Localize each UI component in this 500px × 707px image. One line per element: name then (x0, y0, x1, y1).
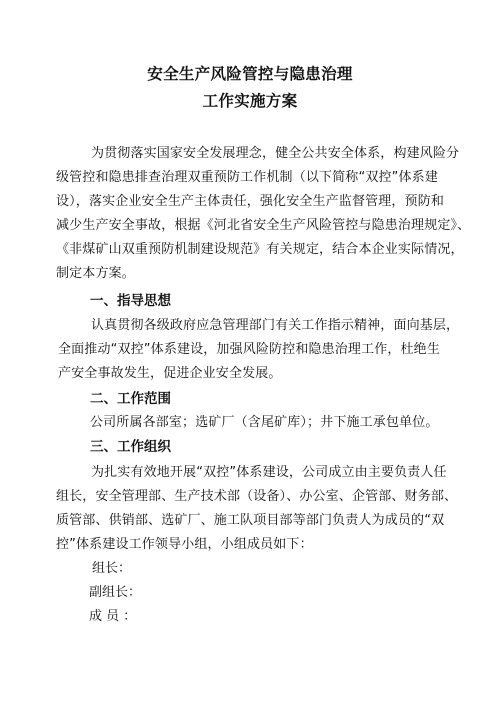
document-title-line2: 工作实施方案 (202, 92, 298, 110)
intro-paragraph-line: 为贯彻落实国家安全发展理念，健全公共安全体系，构建风险分 (91, 146, 460, 161)
section1-line: 全面推动“双控”体系建设，加强风险防控和隐患治理工作，杜绝生 (58, 342, 440, 357)
section3-line: 组长，安全管理部、生产技术部（设备）、办公室、企管部、财务部、 (56, 489, 458, 504)
section-heading-work-organization: 三、工作组织 (90, 439, 171, 455)
section2-line: 公司所属各部室；选矿厂（含尾矿库）；井下施工承包单位。 (90, 415, 439, 430)
intro-paragraph-line: 制定本方案。 (56, 266, 135, 281)
section3-line: 控”体系建设工作领导小组，小组成员如下： (56, 537, 313, 552)
member-deputy-leader-label: 副组长： (89, 585, 142, 600)
section-heading-guiding-ideology: 一、指导思想 (90, 293, 171, 309)
member-leader-label: 组长： (92, 561, 132, 576)
section1-line: 认真贯彻各级政府应急管理部门有关工作指示精神，面向基层， (91, 318, 460, 333)
document-title-line1: 安全生产风险管控与隐患治理 (147, 65, 353, 83)
intro-paragraph-line: 减少生产安全事故，根据《河北省安全生产风险管控与隐患治理规定》、 (56, 218, 471, 233)
section1-line: 产安全事故发生，促进企业安全发展。 (58, 366, 282, 381)
member-members-label: 成 员 ： (89, 609, 137, 624)
intro-paragraph-line: 《非煤矿山双重预防机制建设规范》有关规定，结合本企业实际情况， (56, 242, 464, 257)
section3-line: 质管部、供销部、选矿厂、施工队项目部等部门负责人为成员的“双 (56, 513, 445, 528)
section-heading-work-scope: 二、工作范围 (90, 391, 171, 407)
intro-paragraph-line: 级管控和隐患排查治理双重预防工作机制（以下简称“双控”体系建 (56, 170, 438, 185)
section3-line: 为扎实有效地开展“双控”体系建设，公司成立由主要负责人任 (91, 465, 447, 480)
intro-paragraph-line: 设），落实企业安全生产主体责任，强化安全生产监督管理，预防和 (56, 194, 445, 209)
